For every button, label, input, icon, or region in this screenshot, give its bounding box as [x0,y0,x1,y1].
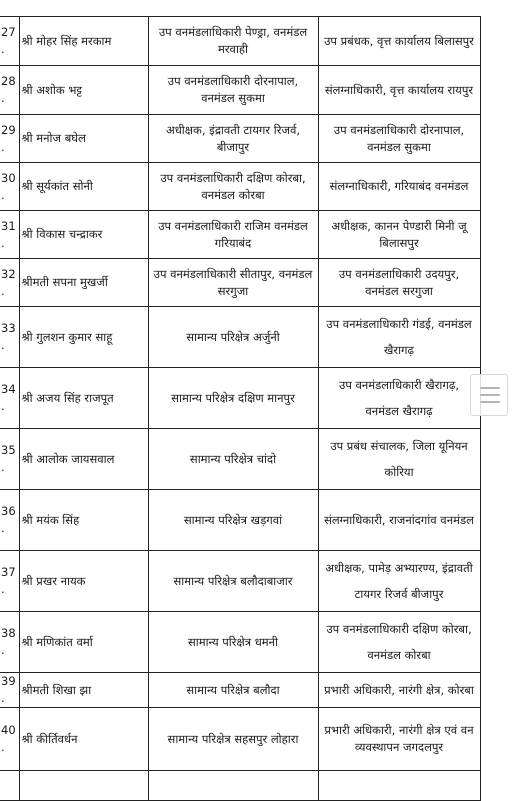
new-posting: उप वनमंडलाधिकारी दोरनापाल, वनमंडल सुकमा [318,115,480,163]
current-posting: उप वनमंडलाधिकारी दक्षिण कोरबा, वनमंडल कोरबा [148,163,318,211]
serial-number: 30. [0,163,19,211]
current-posting: सामान्य परिक्षेत्र चांदो [148,429,318,490]
table-row [0,551,480,612]
officer-name: श्री गुलशन कुमार साहू [19,307,148,368]
new-posting: उप वनमंडलाधिकारी उदयपुर, वनमंडल सरगुजा [318,259,480,307]
current-posting: उप वनमंडलाधिकारी पेण्ड्रा, वनमंडल मरवाही [148,17,318,66]
table-row [0,771,480,801]
current-posting: उप वनमंडलाधिकारी राजिम वनमंडल गरियाबंद [148,211,318,259]
serial-number: 37. [0,551,19,612]
current-posting: सामान्य परिक्षेत्र दक्षिण मानपुर [148,368,318,429]
serial-number: 40. [0,708,19,771]
table-row [0,115,480,163]
current-posting: उप वनमंडलाधिकारी दोरनापाल, वनमंडल सुकमा [148,66,318,115]
officer-name: श्री अशोक भट्ट [19,66,148,115]
new-posting: उप वनमंडलाधिकारी दक्षिण कोरबा, वनमंडल कोरबा [318,612,480,673]
current-posting: सामान्य परिक्षेत्र अर्जुनी [148,307,318,368]
table-row [0,673,480,708]
current-posting: सामान्य परिक्षेत्र खड़गवां [148,490,318,551]
table-row [0,17,480,66]
officer-name: श्री अजय सिंह राजपूत [19,368,148,429]
serial-number: 28. [0,66,19,115]
serial-number: 29. [0,115,19,163]
officer-name: श्री मणिकांत वर्मा [19,612,148,673]
new-posting: अधीक्षक, कानन पेण्डारी मिनी जू बिलासपुर [318,211,480,259]
transfer-table [0,16,481,801]
current-posting: उप वनमंडलाधिकारी सीतापुर, वनमंडल सरगुजा [148,259,318,307]
new-posting: उप वनमंडलाधिकारी गंडई, वनमंडल खैरागढ़ [318,307,480,368]
hamburger-menu-icon [480,387,500,408]
table-row [0,66,480,115]
table-row [0,612,480,673]
table-row [0,429,480,490]
table-row [0,368,480,429]
table-row [0,708,480,771]
officer-name: श्रीमती सपना मुखर्जी [19,259,148,307]
officer-name: श्री प्रखर नायक [19,551,148,612]
current-posting: सामान्य परिक्षेत्र बलौदा [148,673,318,708]
officer-name: श्री मनोज बघेल [19,115,148,163]
officer-name: श्री कीर्तिवर्धन [19,708,148,771]
document-page [0,16,480,801]
serial-number: 34. [0,368,19,429]
serial-number: 39. [0,673,19,708]
table-row [0,163,480,211]
officer-name: श्री सूर्यकांत सोनी [19,163,148,211]
table-row [0,211,480,259]
new-posting: प्रभारी अधिकारी, नारंगी क्षेत्र एवं वन व्यवस्थापन जगदलपुर [318,708,480,771]
new-posting: प्रभारी अधिकारी, नारंगी क्षेत्र, कोरबा [318,673,480,708]
new-posting: संलग्नाधिकारी, राजनांदगांव वनमंडल [318,490,480,551]
empty-cell [318,771,480,801]
serial-number: 32. [0,259,19,307]
current-posting: सामान्य परिक्षेत्र धमनी [148,612,318,673]
new-posting: अधीक्षक, पामेड़ अभ्यारण्य, इंद्रावती टायगर रिजर्व बीजापुर [318,551,480,612]
new-posting: उप प्रबंधक, वृत्त कार्यालय बिलासपुर [318,17,480,66]
officer-name: श्रीमती शिखा झा [19,673,148,708]
table-row [0,307,480,368]
new-posting: उप प्रबंध संचालक, जिला यूनियन कोरिया [318,429,480,490]
current-posting: सामान्य परिक्षेत्र सहसपुर लोहारा [148,708,318,771]
serial-number: 35. [0,429,19,490]
current-posting: अधीक्षक, इंद्रावती टायगर रिजर्व, बीजापुर [148,115,318,163]
serial-number: 33. [0,307,19,368]
officer-name: श्री आलोक जायसवाल [19,429,148,490]
current-posting: सामान्य परिक्षेत्र बलौदाबाजार [148,551,318,612]
new-posting: संलग्नाधिकारी, गरियाबंद वनमंडल [318,163,480,211]
new-posting: उप वनमंडलाधिकारी खैरागढ़, वनमंडल खैरागढ़ [318,368,480,429]
menu-button[interactable] [470,374,508,416]
officer-name: श्री मोहर सिंह मरकाम [19,17,148,66]
table-row [0,490,480,551]
serial-number: 38. [0,612,19,673]
serial-number: 31. [0,211,19,259]
officer-name: श्री विकास चन्द्राकर [19,211,148,259]
empty-cell [19,771,148,801]
table-row [0,259,480,307]
empty-cell [148,771,318,801]
new-posting: संलग्नाधिकारी, वृत्त कार्यालय रायपुर [318,66,480,115]
serial-number: 27. [0,17,19,66]
empty-cell [0,771,19,801]
serial-number: 36. [0,490,19,551]
officer-name: श्री मयंक सिंह [19,490,148,551]
